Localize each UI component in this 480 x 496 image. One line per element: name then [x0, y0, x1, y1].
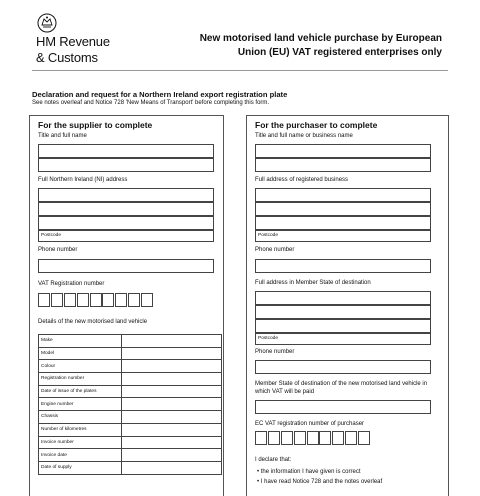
- destination-address-label: Full address in Member State of destination: [255, 280, 371, 286]
- destination-address-field-3[interactable]: [255, 319, 431, 333]
- destination-address-field-1[interactable]: [255, 291, 431, 305]
- form-heading: Declaration and request for a Northern Ireland export registration plate: [32, 90, 288, 99]
- purchaser-address-field-1[interactable]: [255, 188, 431, 202]
- supplier-phone-label: Phone number: [38, 247, 78, 253]
- registration-number-field[interactable]: [122, 373, 222, 386]
- purchaser-section-title: For the purchaser to complete: [255, 120, 378, 130]
- supplier-name-label: Title and full name: [38, 133, 87, 139]
- table-row: [39, 398, 222, 411]
- supplier-section-title: For the supplier to complete: [38, 120, 153, 130]
- row-label: Number of kilometres: [39, 423, 122, 436]
- table-row: [39, 385, 222, 398]
- vat-digit-box[interactable]: [128, 293, 140, 307]
- vehicle-details-label: Details of the new motorised land vehicle: [38, 319, 148, 325]
- table-row: [39, 373, 222, 386]
- member-state-label: Member State of destination of the new motorised land vehicle in which VAT will be paid: [255, 381, 428, 395]
- purchaser-address-field-3[interactable]: [255, 216, 431, 230]
- supplier-address-field-3[interactable]: [38, 216, 214, 230]
- row-label: Registration number: [39, 373, 122, 386]
- ec-vat-digit-box[interactable]: [358, 431, 370, 445]
- purchaser-phone-label: Phone number: [255, 247, 295, 253]
- ec-vat-digit-box[interactable]: [332, 431, 344, 445]
- table-row: [39, 360, 222, 373]
- destination-address-field-2[interactable]: [255, 305, 431, 319]
- ec-vat-digit-box[interactable]: [281, 431, 293, 445]
- table-row: [39, 436, 222, 449]
- row-label: Model: [39, 347, 122, 360]
- logo-text-line2: & Customs: [36, 50, 98, 65]
- supplier-address-label: Full Northern Ireland (NI) address: [38, 177, 128, 183]
- ec-vat-label: EC VAT registration number of purchaser: [255, 421, 365, 427]
- vat-digit-box[interactable]: [38, 293, 50, 307]
- ec-vat-number-boxes: [255, 431, 371, 445]
- row-label: Date of supply: [39, 461, 122, 474]
- vehicle-details-table: [38, 334, 222, 475]
- vat-digit-box[interactable]: [64, 293, 76, 307]
- ec-vat-digit-box[interactable]: [319, 431, 331, 445]
- vat-digit-box[interactable]: [77, 293, 89, 307]
- destination-postcode-label: Postcode: [258, 336, 279, 341]
- row-label: Make: [39, 335, 122, 348]
- chassis-field[interactable]: [122, 411, 222, 424]
- engine-number-field[interactable]: [122, 398, 222, 411]
- make-field[interactable]: [122, 335, 222, 348]
- declaration-label: I declare that:: [255, 457, 292, 463]
- supplier-vat-number-boxes: [38, 293, 154, 307]
- purchaser-postcode-field[interactable]: [255, 230, 431, 242]
- invoice-date-field[interactable]: [122, 449, 222, 462]
- vat-digit-box[interactable]: [102, 293, 114, 307]
- logo-text-line1: HM Revenue: [36, 34, 110, 49]
- ec-vat-digit-box[interactable]: [268, 431, 280, 445]
- vat-digit-box[interactable]: [51, 293, 63, 307]
- colour-field[interactable]: [122, 360, 222, 373]
- vat-digit-box[interactable]: [115, 293, 127, 307]
- supplier-name-field-1[interactable]: [38, 144, 214, 158]
- vat-digit-box[interactable]: [141, 293, 153, 307]
- row-label: Invoice date: [39, 449, 122, 462]
- kilometres-field[interactable]: [122, 423, 222, 436]
- form-subheading: See notes overleaf and Notice 728 'New Means of Transport' before completing this form.: [32, 100, 270, 106]
- row-label: Invoice number: [39, 436, 122, 449]
- document-title: New motorised land vehicle purchase by European Union (EU) VAT registered enterprises only: [199, 33, 442, 58]
- vat-digit-box[interactable]: [90, 293, 102, 307]
- purchaser-phone-field[interactable]: [255, 259, 431, 273]
- destination-postcode-field[interactable]: [255, 333, 431, 345]
- destination-phone-field[interactable]: [255, 360, 431, 374]
- table-row: [39, 411, 222, 424]
- supplier-address-field-1[interactable]: [38, 188, 214, 202]
- table-row: [39, 347, 222, 360]
- member-state-field[interactable]: [255, 400, 431, 414]
- plates-issue-date-field[interactable]: [122, 385, 222, 398]
- royal-crest-icon: [36, 12, 58, 36]
- table-row: [39, 335, 222, 348]
- purchaser-name-field-1[interactable]: [255, 144, 431, 158]
- purchaser-address-label: Full address of registered business: [255, 177, 349, 183]
- supplier-postcode-label: Postcode: [41, 233, 62, 238]
- purchaser-address-field-2[interactable]: [255, 202, 431, 216]
- table-row: [39, 423, 222, 436]
- purchaser-name-field-2[interactable]: [255, 158, 431, 172]
- table-row: [39, 449, 222, 462]
- supplier-postcode-field[interactable]: [38, 230, 214, 242]
- invoice-number-field[interactable]: [122, 436, 222, 449]
- declaration-bullet-2: • I have read Notice 728 and the notes overleaf: [257, 479, 383, 485]
- row-label: Date of issue of the plates: [39, 385, 122, 398]
- supply-date-field[interactable]: [122, 461, 222, 474]
- purchaser-name-label: Title and full name or business name: [255, 133, 353, 139]
- row-label: Engine number: [39, 398, 122, 411]
- row-label: Chassis: [39, 411, 122, 424]
- ec-vat-digit-box[interactable]: [307, 431, 319, 445]
- supplier-phone-field[interactable]: [38, 259, 214, 273]
- model-field[interactable]: [122, 347, 222, 360]
- declaration-bullet-1: • the information I have given is correct: [257, 469, 361, 475]
- row-label: Colour: [39, 360, 122, 373]
- table-row: [39, 461, 222, 474]
- purchaser-section: [246, 115, 449, 496]
- supplier-name-field-2[interactable]: [38, 158, 214, 172]
- ec-vat-digit-box[interactable]: [294, 431, 306, 445]
- supplier-vat-label: VAT Registration number: [38, 281, 105, 287]
- purchaser-postcode-label: Postcode: [258, 233, 279, 238]
- ec-vat-digit-box[interactable]: [345, 431, 357, 445]
- supplier-address-field-2[interactable]: [38, 202, 214, 216]
- supplier-section: [29, 115, 224, 496]
- ec-vat-digit-box[interactable]: [255, 431, 267, 445]
- destination-phone-label: Phone number: [255, 349, 295, 355]
- header-divider: [32, 70, 448, 71]
